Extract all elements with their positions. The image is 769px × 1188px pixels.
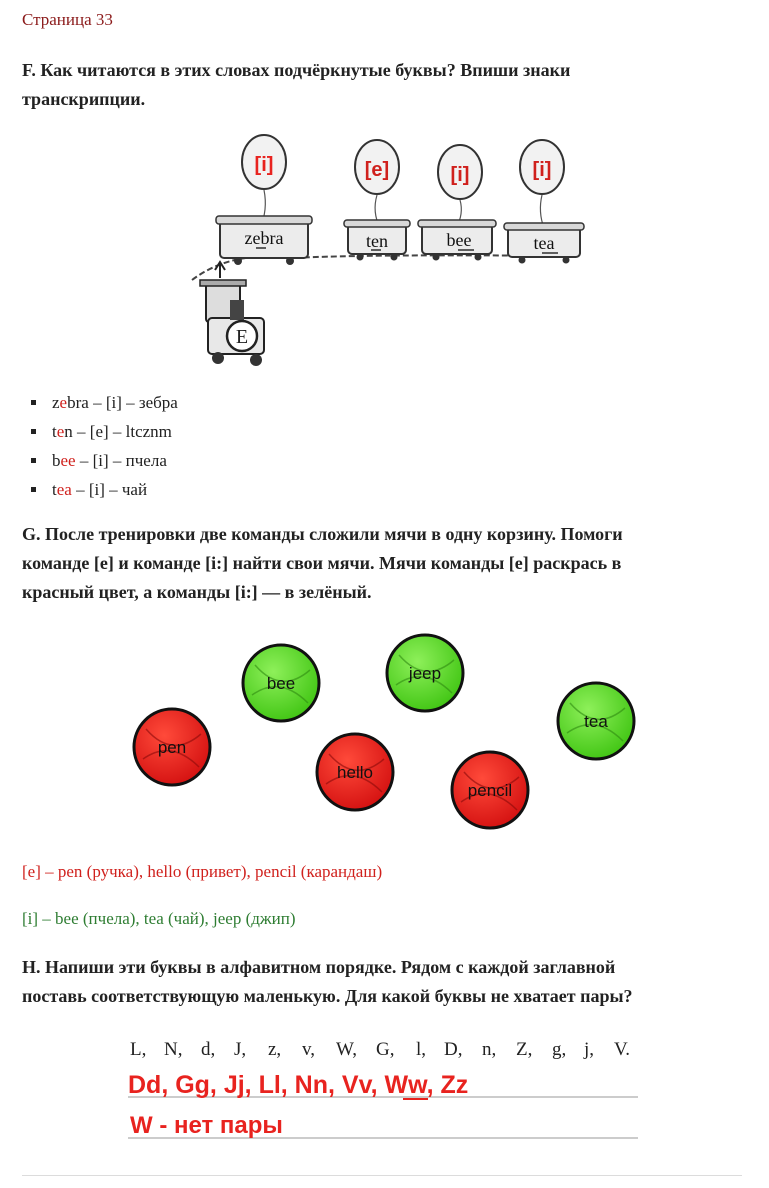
svg-text:[i]: [i] bbox=[254, 154, 274, 176]
task-g-line-3: красный цвет, а команды [i:] — в зелёный. bbox=[22, 582, 372, 602]
letter: Z, bbox=[516, 1039, 533, 1060]
engine-letter: E bbox=[235, 326, 249, 348]
list-item: bee – [i] – пчела bbox=[22, 446, 178, 475]
task-h-line-1: H. Напиши эти буквы в алфавитном порядке. Рядом с каждой заглавной bbox=[22, 957, 616, 977]
car-word-bee: bee bbox=[446, 230, 472, 250]
train-engine bbox=[200, 262, 264, 366]
alphabet-exercise bbox=[118, 1025, 642, 1145]
handwritten-answer-pairs: Dd, Gg, Jj, Ll, Nn, Vv, Ww, Zz bbox=[128, 1071, 469, 1099]
balloon-4 bbox=[520, 140, 564, 194]
page-label: Страница 33 bbox=[22, 10, 113, 29]
letter: G, bbox=[376, 1039, 395, 1060]
balls-illustration bbox=[120, 625, 644, 845]
ball-bee bbox=[243, 645, 319, 721]
ball-word: tea bbox=[584, 712, 608, 731]
task-f-line-1: F. Как читаются в этих словах подчёркнутые буквы? Впиши знаки bbox=[22, 60, 571, 80]
task-g-line-2: команде [e] и команде [i:] найти свои мячи. Мячи команды [e] раскрась в bbox=[22, 553, 622, 573]
letter: N, bbox=[164, 1039, 183, 1060]
balloon-3-symbol: [i] bbox=[450, 164, 470, 186]
ball-word: bee bbox=[266, 674, 296, 693]
section-divider bbox=[22, 1175, 742, 1176]
train-illustration bbox=[172, 130, 592, 372]
task-f-line-2: транскрипции. bbox=[22, 89, 146, 109]
car-word-zebra: zebra bbox=[244, 228, 284, 248]
balloon-2 bbox=[355, 140, 399, 194]
handwritten-answer-no-pair: W - нет пары bbox=[130, 1112, 283, 1139]
list-item: zebra – [i] – зебра bbox=[22, 388, 178, 417]
task-g-instructions bbox=[22, 520, 623, 607]
letter: L, bbox=[130, 1039, 147, 1060]
list-item: ten – [e] – ltcznm bbox=[22, 417, 178, 446]
ball-tea bbox=[558, 683, 634, 759]
ball-hello bbox=[317, 734, 393, 810]
train-car-tea bbox=[504, 223, 584, 264]
letter: J, bbox=[234, 1039, 247, 1060]
train-car-zebra bbox=[216, 216, 312, 265]
ball-word: pencil bbox=[467, 781, 513, 800]
train-track bbox=[192, 255, 572, 280]
ball-pencil bbox=[452, 752, 528, 828]
task-h-line-2: поставь соответствующую маленькую. Для какой буквы не хватает пары? bbox=[22, 986, 633, 1006]
task-f-instructions bbox=[22, 56, 570, 114]
car-word-ten: ten bbox=[366, 231, 388, 251]
letter: l, bbox=[416, 1039, 427, 1060]
balloon-2-symbol: [e] bbox=[364, 159, 390, 181]
letter: n, bbox=[482, 1039, 497, 1060]
letter: V. bbox=[614, 1039, 631, 1060]
task-g-answer-red: [e] – pen (ручка), hello (привет), pencil (карандаш) bbox=[22, 862, 383, 881]
letter-row bbox=[130, 1039, 630, 1060]
task-g-line-1: G. После тренировки две команды сложили мячи в одну корзину. Помоги bbox=[22, 524, 623, 544]
car-word-tea: tea bbox=[533, 233, 555, 253]
train-car-ten bbox=[344, 220, 410, 261]
ball-word: hello bbox=[337, 763, 373, 782]
letter: d, bbox=[201, 1039, 216, 1060]
ball-word: pen bbox=[157, 738, 187, 757]
letter: z, bbox=[268, 1039, 282, 1060]
task-h-instructions bbox=[22, 953, 633, 1011]
task-g-answer-green: [i] – bee (пчела), tea (чай), jeep (джип) bbox=[22, 909, 296, 928]
balloon-4-symbol: [i] bbox=[532, 159, 552, 181]
balloon-3 bbox=[438, 145, 482, 199]
letter: j, bbox=[584, 1039, 595, 1060]
letter: W, bbox=[336, 1039, 357, 1060]
ball-jeep bbox=[387, 635, 463, 711]
ball-word: jeep bbox=[408, 664, 442, 683]
letter: v, bbox=[302, 1039, 316, 1060]
ball-pen bbox=[134, 709, 210, 785]
letter: D, bbox=[444, 1039, 463, 1060]
letter: g, bbox=[552, 1039, 567, 1060]
train-car-bee bbox=[418, 220, 496, 261]
balloon-1 bbox=[242, 135, 286, 189]
task-f-answer-list bbox=[22, 388, 178, 504]
list-item: tea – [i] – чай bbox=[22, 475, 178, 504]
